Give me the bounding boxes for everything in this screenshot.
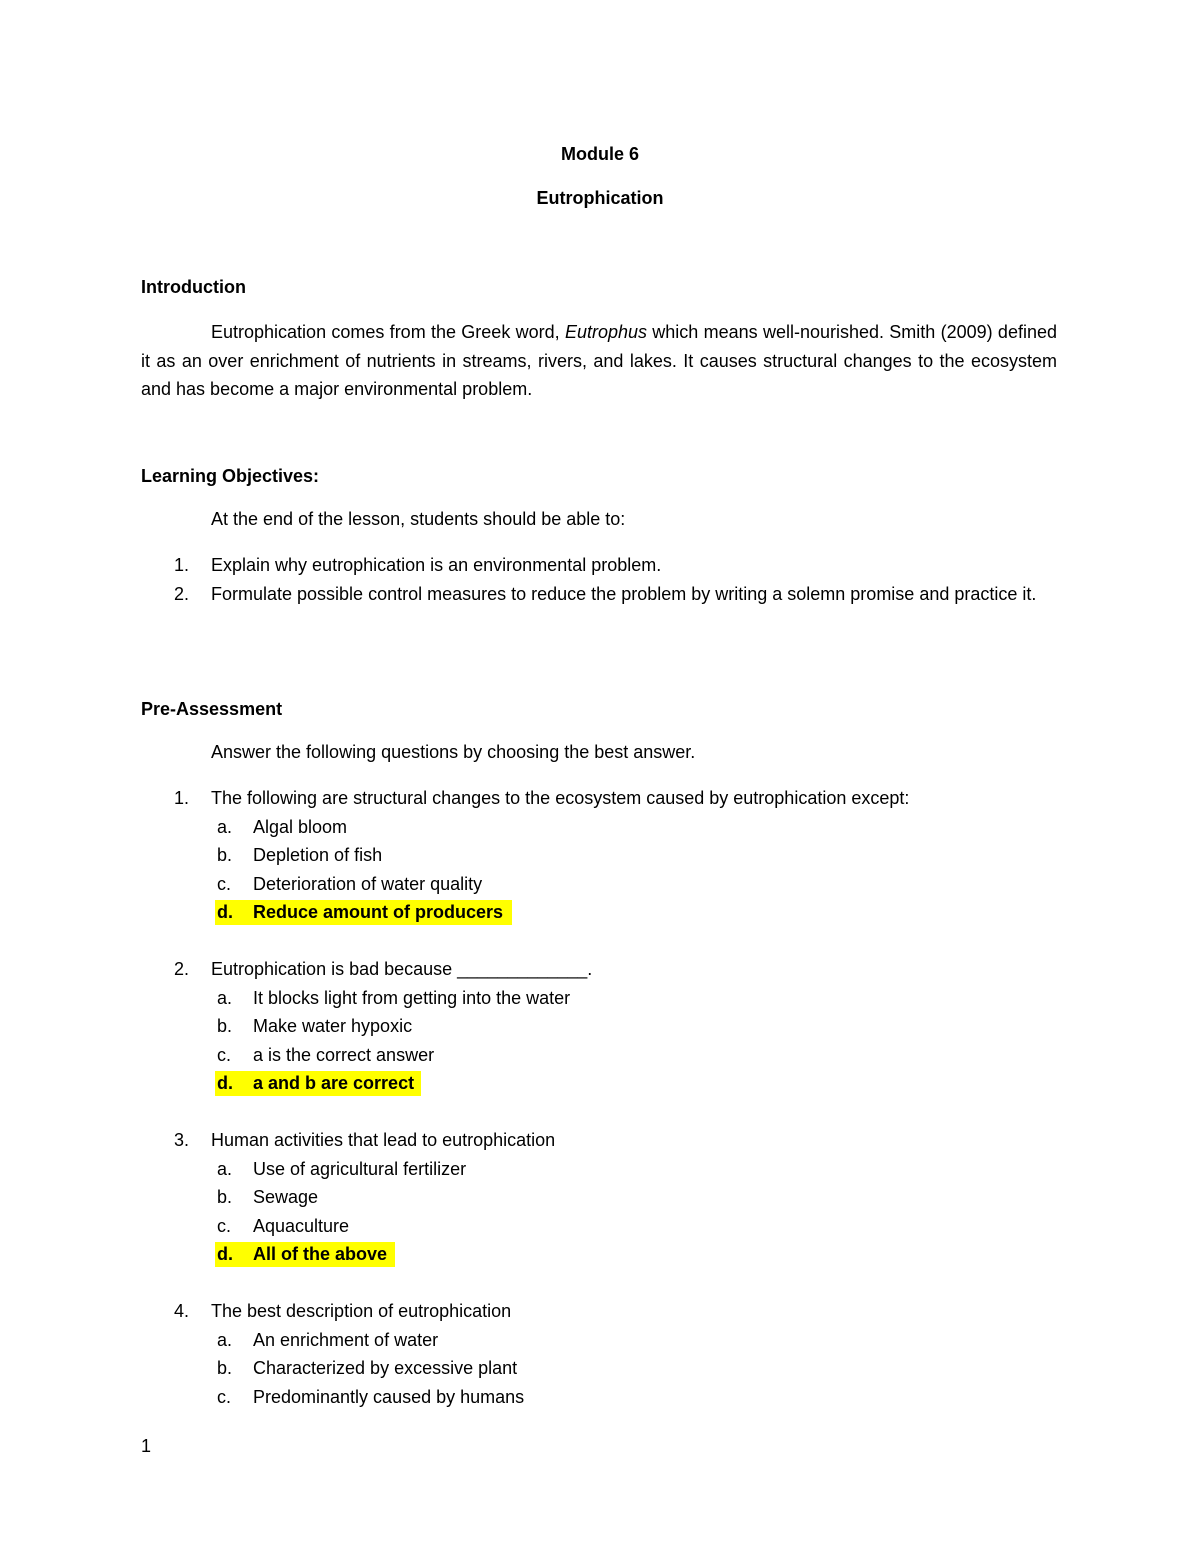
question-text: The following are structural changes to the ecosystem caused by eutrophication except: — [211, 788, 910, 808]
page-number: 1 — [141, 1436, 152, 1456]
option-text: Sewage — [253, 1187, 319, 1207]
option-text: Make water hypoxic — [253, 1016, 413, 1036]
question-text: Eutrophication is bad because _____________. — [211, 959, 593, 979]
option-text: Characterized by excessive plant — [253, 1358, 518, 1378]
question-text: Human activities that lead to eutrophication — [211, 1130, 556, 1150]
option-text: Depletion of fish — [253, 845, 383, 865]
option-letter: d. — [217, 1073, 233, 1093]
option-text: Reduce amount of producers — [253, 902, 504, 922]
correct-option-item — [141, 1069, 1057, 1098]
option-item — [141, 1326, 1057, 1355]
option-item — [141, 1212, 1057, 1241]
option-item — [141, 984, 1057, 1013]
question-3 — [141, 1126, 1057, 1269]
option-list — [141, 1326, 1057, 1412]
option-letter: d. — [217, 1244, 233, 1264]
option-list — [141, 984, 1057, 1098]
option-letter: b. — [217, 845, 233, 865]
option-text: An enrichment of water — [253, 1329, 439, 1350]
objective-item — [141, 551, 1057, 580]
question-number: 4. — [174, 1301, 190, 1321]
objective-item — [141, 580, 1057, 609]
learning-objectives-heading: Learning Objectives: — [141, 466, 320, 486]
question-4 — [141, 1297, 1057, 1411]
question-1 — [141, 784, 1057, 927]
option-letter: a. — [217, 1158, 233, 1179]
option-letter: d. — [217, 902, 233, 922]
option-letter: b. — [217, 1016, 233, 1036]
option-letter: b. — [217, 1187, 233, 1207]
option-letter: a. — [217, 987, 233, 1008]
option-item — [141, 841, 1057, 870]
option-letter: c. — [217, 1386, 232, 1407]
option-text: It blocks light from getting into the water — [253, 987, 571, 1008]
option-letter: a. — [217, 1329, 233, 1350]
question-stem — [141, 955, 1057, 984]
option-text: All of the above — [253, 1244, 388, 1264]
objective-number: 2. — [174, 583, 190, 604]
option-text: a and b are correct — [253, 1073, 415, 1093]
intro-text-1: Eutrophication comes from the Greek word, — [211, 322, 565, 342]
pre-assessment-heading: Pre-Assessment — [141, 699, 283, 719]
option-text: Algal bloom — [253, 816, 348, 837]
option-item — [141, 1012, 1057, 1041]
topic-title: Eutrophication — [536, 188, 664, 208]
objective-text: Formulate possible control measures to reduce the problem by writing a solemn promise and practice it. — [211, 583, 1037, 604]
option-letter: c. — [217, 1044, 232, 1065]
option-text: Predominantly caused by humans — [253, 1386, 525, 1407]
option-text: Aquaculture — [253, 1215, 350, 1236]
option-item — [141, 870, 1057, 899]
option-list — [141, 813, 1057, 927]
question-number: 2. — [174, 959, 190, 979]
question-stem — [141, 784, 1057, 813]
question-stem — [141, 1126, 1057, 1155]
objective-text: Explain why eutrophication is an environmental problem. — [211, 555, 662, 575]
option-list — [141, 1155, 1057, 1269]
option-item — [141, 1383, 1057, 1412]
option-text: Use of agricultural fertilizer — [253, 1158, 467, 1179]
question-stem — [141, 1297, 1057, 1326]
question-2 — [141, 955, 1057, 1098]
learning-objectives-list — [141, 551, 1057, 608]
option-letter: c. — [217, 1215, 232, 1236]
introduction-heading: Introduction — [141, 277, 246, 297]
option-letter: c. — [217, 873, 232, 894]
option-item — [141, 1041, 1057, 1070]
question-number: 3. — [174, 1130, 190, 1150]
question-text: The best description of eutrophication — [211, 1301, 512, 1321]
correct-option-item — [141, 1240, 1057, 1269]
option-letter: a. — [217, 816, 233, 837]
intro-italic-word: Eutrophus — [564, 322, 647, 342]
option-item — [141, 1155, 1057, 1184]
objective-number: 1. — [174, 555, 190, 575]
option-text: Deterioration of water quality — [253, 873, 483, 894]
option-item — [141, 813, 1057, 842]
question-number: 1. — [174, 788, 190, 808]
correct-option-item — [141, 898, 1057, 927]
option-letter: b. — [217, 1358, 233, 1378]
learning-objectives-lead: At the end of the lesson, students should be able to: — [211, 509, 626, 529]
introduction-paragraph — [141, 318, 1057, 404]
option-text: a is the correct answer — [253, 1044, 435, 1065]
option-item — [141, 1354, 1057, 1383]
option-item — [141, 1183, 1057, 1212]
pre-assessment-instruction: Answer the following questions by choosing the best answer. — [211, 742, 696, 762]
intro-text-2: which means well-nourished. Smith (2009) defined it as an over enrichment of nutrients in streams, rivers, and lakes. It causes structural changes to the ecosystem and has become a major environmental problem. — [141, 322, 1057, 399]
module-title: Module 6 — [560, 144, 639, 164]
